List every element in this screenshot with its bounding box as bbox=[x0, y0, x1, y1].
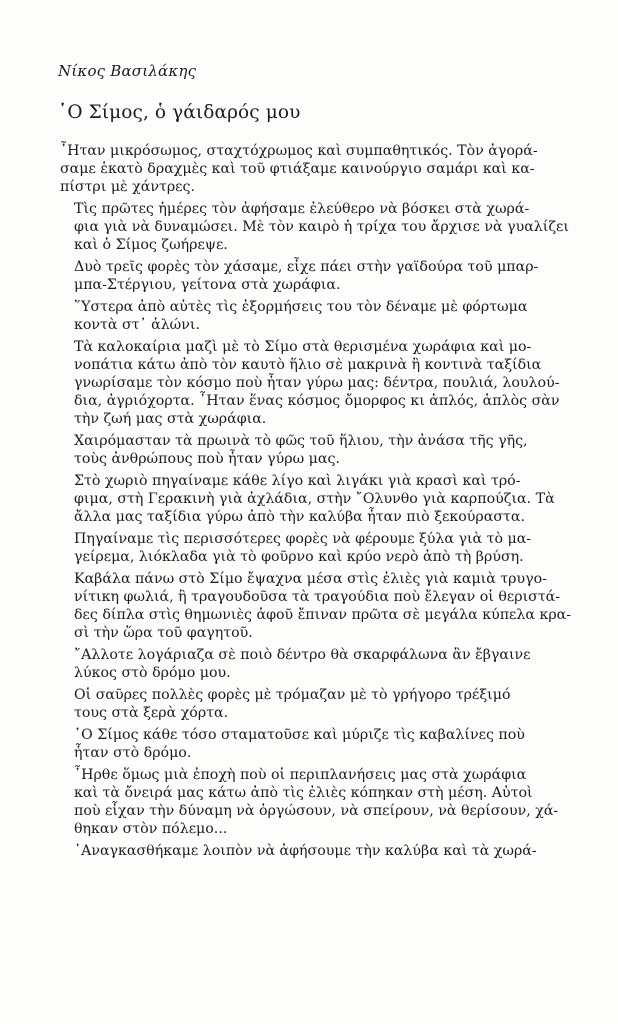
text-line: ἦταν στὸ δρόμο. bbox=[74, 745, 192, 761]
text-line: φια γιὰ νὰ δυναμώσει. Μὲ τὸν καιρὸ ἡ τρίχα του ἄρχισε νὰ γυαλίζει bbox=[74, 219, 569, 235]
text-line: ῎Αλλοτε λογάριαζα σὲ ποιὸ δέντρο θὰ σκαρφάλωνα ἂν ἔβγαινε bbox=[74, 647, 531, 663]
text-line: ᾽Αναγκασθήκαμε λοιπὸν νὰ ἀφήσουμε τὴν καλύβα καὶ τὰ χωρά- bbox=[74, 843, 537, 859]
text-line: καὶ τὰ ὄνειρά μας κάτω ἀπὸ τὶς ἐλιὲς κόπηκαν στὴ μέση. Αὐτοὶ bbox=[74, 785, 533, 801]
paragraph bbox=[58, 766, 568, 838]
text-line: τοὺς ἀνθρώπους ποὺ ἦταν γύρω μας. bbox=[74, 451, 340, 467]
text-line: Καβάλα πάνω στὸ Σίμο ἔψαχνα μέσα στὶς ἐλιὲς γιὰ καμιὰ τρυγο- bbox=[74, 571, 547, 587]
text-line: κοντὰ στ᾽ ἁλώνι. bbox=[74, 317, 200, 333]
text-line: Δυὸ τρεῖς φορὲς τὸν χάσαμε, εἶχε πάει στὴν γαϊδούρα τοῦ μπαρ- bbox=[74, 259, 539, 275]
text-line: δια, ἀγριόχορτα. ῏Ηταν ἕνας κόσμος ὄμορφος κι ἁπλός, ἁπλὸς σὰν bbox=[74, 393, 560, 409]
story-body bbox=[58, 142, 572, 864]
paragraph bbox=[58, 432, 568, 468]
text-line: φιμα, στὴ Γερακινὴ γιὰ ἀχλάδια, στὴν ῎Ολυνθο γιὰ καρπούζια. Τὰ bbox=[74, 491, 555, 507]
paragraph bbox=[58, 842, 568, 860]
text-line: γείρεμα, λιόκλαδα γιὰ τὸ φοῦρνο καὶ κρύο νερὸ ἀπὸ τὴ βρύση. bbox=[74, 549, 524, 565]
text-line: νίτικη φωλιά, ἢ τραγουδοῦσα τὰ τραγούδια ποὺ ἔλεγαν οἱ θεριστά- bbox=[74, 589, 561, 605]
text-line: μπα-Στέργιου, γείτονα στὰ χωράφια. bbox=[74, 277, 341, 293]
text-line: ῾Ο Σίμος κάθε τόσο σταματοῦσε καὶ μύριζε τὶς καβαλίνες ποὺ bbox=[74, 727, 525, 743]
paragraph bbox=[58, 726, 568, 762]
text-line: σαμε ἑκατὸ δραχμὲς καὶ τοῦ φτιάξαμε καινούργιο σαμάρι καὶ κα- bbox=[60, 161, 535, 177]
text-line: τους στὰ ξερὰ χόρτα. bbox=[74, 705, 229, 721]
paragraph bbox=[58, 570, 572, 642]
text-line: τὴν ζωή μας στὰ χωράφια. bbox=[74, 411, 267, 427]
paragraph bbox=[58, 646, 568, 682]
text-line: γνωρίσαμε τὸν κόσμο ποὺ ἦταν γύρω μας: δέντρα, πουλιά, λουλού- bbox=[74, 375, 560, 391]
text-line: θηκαν στὸν πόλεμο... bbox=[74, 821, 228, 837]
paragraph bbox=[58, 530, 568, 566]
text-line: ῏Ηταν μικρόσωμος, σταχτόχρωμος καὶ συμπαθητικός. Τὸν ἀγορά- bbox=[60, 143, 538, 159]
paragraph bbox=[58, 200, 568, 254]
paragraph bbox=[58, 338, 568, 428]
paragraph bbox=[58, 472, 568, 526]
text-line: Τὶς πρῶτες ἡμέρες τὸν ἀφήσαμε ἐλεύθερο νὰ βόσκει στὰ χωρά- bbox=[74, 201, 530, 217]
text-line: νοπάτια κάτω ἀπὸ τὸν καυτὸ ἥλιο σὲ μακρινὰ ἢ κοντινὰ ταξίδια bbox=[74, 357, 542, 373]
text-line: ποὺ εἶχαν τὴν δύναμη νὰ ὀργώσουν, νὰ σπείρουν, νὰ θερίσουν, χά- bbox=[74, 803, 559, 819]
text-line: καὶ ὁ Σίμος ζωήρεψε. bbox=[74, 237, 228, 253]
text-line: Χαιρόμασταν τὰ πρωινὰ τὸ φῶς τοῦ ἥλιου, τὴν ἀνάσα τῆς γῆς, bbox=[74, 433, 528, 449]
paragraph bbox=[58, 258, 568, 294]
paragraph bbox=[58, 142, 568, 196]
text-line: λύκος στὸ δρόμο μου. bbox=[74, 665, 231, 681]
text-line: ῞Υστερα ἀπὸ αὐτὲς τὶς ἐξορμήσεις του τὸν δέναμε μὲ φόρτωμα bbox=[74, 299, 528, 315]
paragraph bbox=[58, 298, 568, 334]
text-line: ῏Ηρθε ὅμως μιὰ ἐποχὴ ποὺ οἱ περιπλανήσεις μας στὰ χωράφια bbox=[74, 767, 527, 783]
text-line: ἄλλα μας ταξίδια γύρω ἀπὸ τὴν καλύβα ἦταν πιὸ ξεκούραστα. bbox=[74, 509, 525, 525]
author-name: Νίκος Βασιλάκης bbox=[58, 62, 197, 80]
paragraph bbox=[58, 686, 568, 722]
text-line: πίστρι μὲ χάντρες. bbox=[60, 179, 195, 195]
text-line: σὶ τὴν ὥρα τοῦ φαγητοῦ. bbox=[74, 625, 253, 641]
text-line: δες δίπλα στὶς θημωνιὲς ἀφοῦ ἔπιναν πρῶτα σὲ μεγάλα κύπελα κρα- bbox=[74, 607, 572, 623]
text-line: Οἱ σαῦρες πολλὲς φορὲς μὲ τρόμαζαν μὲ τὸ γρήγορο τρέξιμό bbox=[74, 687, 511, 703]
text-line: Στὸ χωριὸ πηγαίναμε κάθε λίγο καὶ λιγάκι γιὰ κρασὶ καὶ τρό- bbox=[74, 473, 521, 489]
text-line: Τὰ καλοκαίρια μαζὶ μὲ τὸ Σίμο στὰ θερισμένα χωράφια καὶ μο- bbox=[74, 339, 532, 355]
story-title: ῾Ο Σίμος, ὁ γάιδαρός μου bbox=[58, 102, 301, 123]
text-line: Πηγαίναμε τὶς περισσότερες φορὲς νὰ φέρουμε ξύλα γιὰ τὸ μα- bbox=[74, 531, 532, 547]
